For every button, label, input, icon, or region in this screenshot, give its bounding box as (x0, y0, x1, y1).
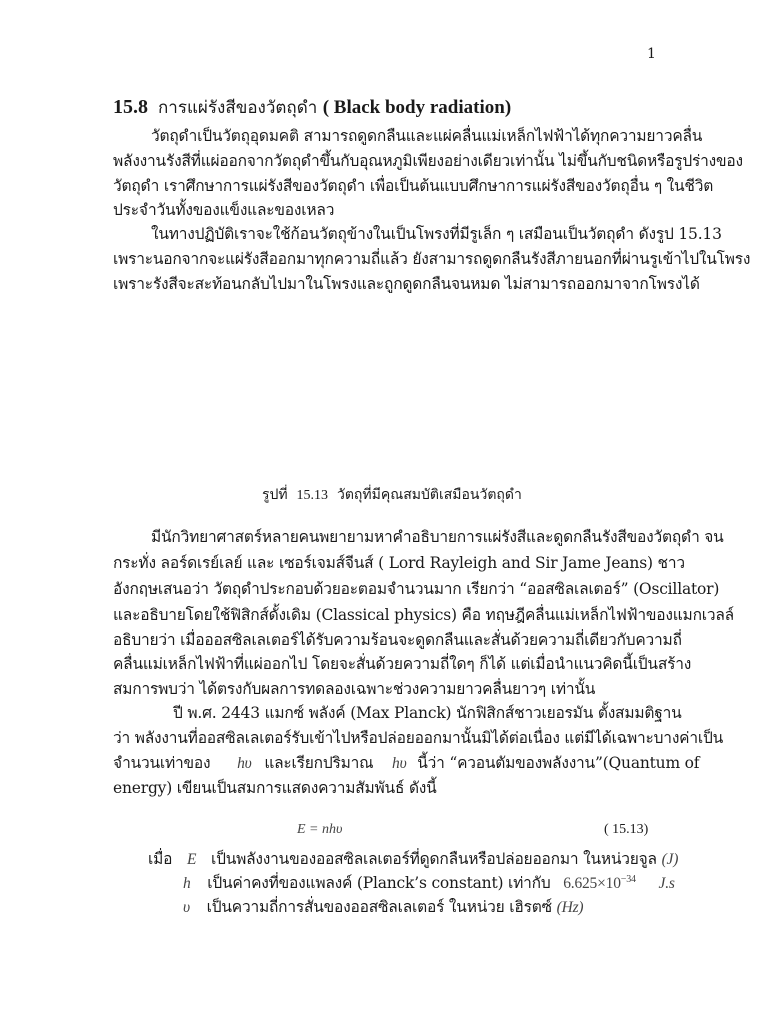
figure-number: 15.13 (296, 488, 329, 503)
history-line: มีนักวิทยาศาสตร์หลายคนพยายามหาคำอธิบายการแผ่รังสีและดูดกลืนรังสีของวัตถุดำ จน (151, 528, 724, 546)
intro-line: วัตถุดำเป็นวัตถุอุดมคติ สามารถดูดกลืนและแผ่คลื่นแม่เหล็กไฟฟ้าได้ทุกความยาวคลื่น (151, 127, 703, 145)
intro-line: เพราะนอกจากจะแผ่รังสีออกมาทุกความถี่แล้ว ยังสามารถดูดกลืนรังสีภายนอกที่ผ่านรูเข้าไปในโพรง (113, 250, 751, 268)
history-line: สมการพบว่า ได้ตรงกับผลการทดลองเฉพาะช่วงความยาวคลื่นยาวๆ เท่านั้น (113, 680, 596, 698)
history-line: อังกฤษเสนอว่า วัตถุดำประกอบด้วยอะตอมจำนวนมาก เรียกว่า “ออสซิลเลเตอร์” (Oscillator) (113, 580, 720, 598)
symbol-nu: υ (183, 899, 190, 916)
history-line: กระทั่ง ลอร์ดเรย์เลย์ และ เซอร์เจมส์จีนส์ ( Lord Rayleigh and Sir Jame Jeans) ชาว (113, 554, 685, 572)
definition-line: เมื่อ E เป็นพลังงานของออสซิลเลเตอร์ที่ดูดกลืนหรือปล่อยออกมา ในหน่วยจูล (J) (148, 850, 679, 868)
equation-number: ( 15.13) (604, 822, 649, 837)
figure-label: รูปที่ (262, 487, 288, 503)
unit-joule: (J) (661, 851, 679, 868)
page-number: 1 (647, 46, 656, 62)
definition-line: h เป็นค่าคงที่ของแพลงค์ (Planck’s constant) เท่ากับ $6.625\times 10^{-34}$ J.s (183, 873, 675, 892)
definition-line: υ เป็นความถี่การสั่นของออสซิลเลเตอร์ ในหน่วย เฮิรตซ์ (Hz) (183, 898, 584, 916)
section-number: 15.8 (113, 96, 148, 118)
equation-formula: E = nhυ (297, 822, 343, 837)
symbol-e: E (186, 851, 197, 868)
planck-line: ว่า พลังงานที่ออสซิลเลเตอร์รับเข้าไปหรือปล่อยออกมานั้นมิได้ต่อเนื่อง แต่มีได้เฉพาะบางค่าเป็น (113, 729, 723, 747)
symbol-h: h (183, 875, 191, 892)
intro-line: วัตถุดำ เราศึกษาการแผ่รังสีของวัตถุดำ เพื่อเป็นต้นแบบศึกษาการแผ่รังสีของวัตถุอื่น ๆ ในชีวิต (113, 177, 714, 195)
intro-line: พลังงานรังสีที่แผ่ออกจากวัตถุดำขึ้นกับอุณหภูมิเพียงอย่างเดียวเท่านั้น ไม่ขึ้นกับชนิดหรือรูปร่างของ (113, 152, 743, 170)
intro-line: ในทางปฏิบัติเราจะใช้ก้อนวัตถุข้างในเป็นโพรงที่มีรูเล็ก ๆ เสมือนเป็นวัตถุดำ ดังรูป 15.13 (151, 225, 722, 243)
intro-line: เพราะรังสีจะสะท้อนกลับไปมาในโพรงและถูกดูดกลืนจนหมด ไม่สามารถออกมาจากโพรงได้ (113, 275, 700, 293)
section-title-thai: การแผ่รังสีของวัตถุดำ (158, 98, 318, 118)
unit-joule-second: J.s (658, 875, 675, 892)
planck-line: energy) เขียนเป็นสมการแสดงความสัมพันธ์ ดังนี้ (113, 779, 437, 797)
planck-line: จำนวนเท่าของ hυ และเรียกปริมาณ hυ นี้ว่า “ควอนตัมของพลังงาน”(Quantum of (113, 754, 700, 772)
section-title-english: ( Black body radiation) (322, 97, 512, 118)
history-line: คลื่นแม่เหล็กไฟฟ้าที่แผ่ออกไป โดยจะสั่นด้วยความถี่ใดๆ ก็ได้ แต่เมื่อนำแนวคิดนี้เป็นสร้าง (113, 655, 692, 673)
figure-placeholder (113, 300, 653, 475)
intro-line: ประจำวันทั้งของแข็งและของเหลว (113, 201, 335, 219)
unit-hertz: (Hz) (556, 899, 584, 916)
planck-line: ปี พ.ศ. 2443 แมกซ์ พลังค์ (Max Planck) นักฟิสิกส์ชาวเยอรมัน ตั้งสมมติฐาน (173, 704, 682, 722)
planck-value: $6.625\times 10^{-34}$ (563, 873, 636, 892)
h-nu-symbol: hυ (392, 755, 407, 772)
figure-caption-text: วัตถุที่มีคุณสมบัติเสมือนวัตถุดำ (336, 487, 522, 503)
figure-caption (262, 484, 522, 506)
h-nu-symbol: hυ (237, 755, 252, 772)
history-line: และอธิบายโดยใช้ฟิสิกส์ดั้งเดิม (Classical physics) คือ ทฤษฎีคลื่นแม่เหล็กไฟฟ้าของแมกเวลล์ (113, 606, 734, 624)
section-heading (113, 94, 511, 121)
history-line: อธิบายว่า เมื่อออสซิลเลเตอร์ได้รับความร้อนจะดูดกลืนและสั่นด้วยความถี่เดียวกับความถี่ (113, 631, 682, 649)
